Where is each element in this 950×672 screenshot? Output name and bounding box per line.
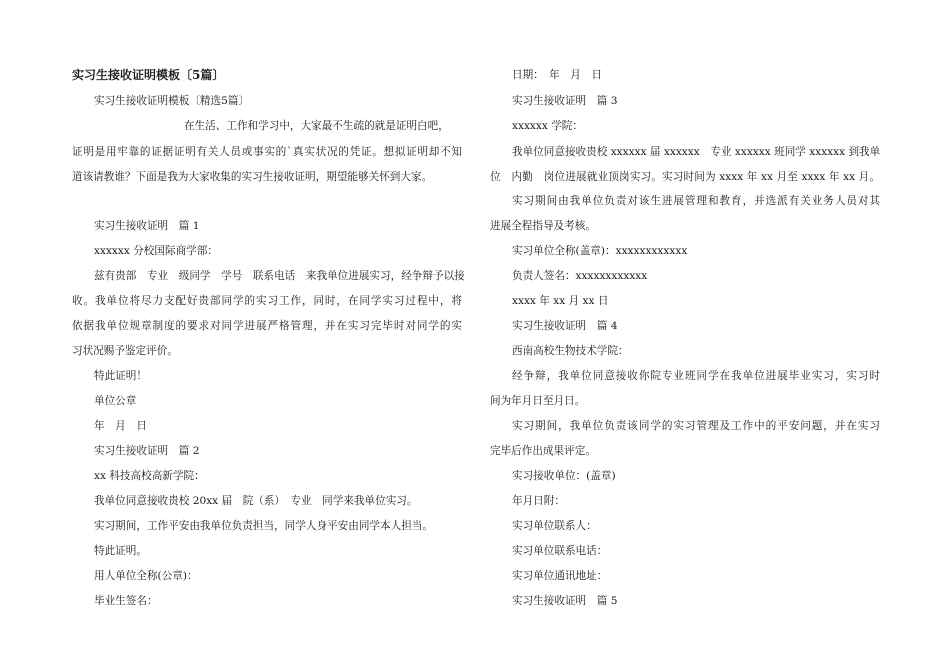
date-line: 年月日附： xyxy=(512,495,565,507)
body-line: 习状况赐予鉴定评价。 xyxy=(72,345,178,357)
document-title: 实习生接收证明模板〔5篇〕 xyxy=(72,68,225,82)
fullname-label: 实习单位全称(盖章)：xxxxxxxxxxxx xyxy=(512,245,688,257)
body-line: 实习期间，我单位负责该同学的实习管理及工作中的平安问题，并在实习 xyxy=(512,420,880,432)
date-line: 年 月 日 xyxy=(94,420,147,432)
body-line: 进展全程指导及考核。 xyxy=(490,220,596,232)
signature-label: 毕业生签名： xyxy=(94,595,158,607)
intro-line: 在生活、工作和学习中，大家最不生疏的就是证明白吧， xyxy=(184,120,449,132)
section-heading-3: 实习生接收证明 篇 3 xyxy=(512,95,618,107)
body-line: 我单位同意接收贵校 20xx 届 院（系） 专业 同学来我单位实习。 xyxy=(94,495,418,507)
contact-label: 实习单位联系人： xyxy=(512,520,597,532)
closing-text: 特此证明。 xyxy=(94,545,147,557)
body-line: 依据我单位规章制度的要求对同学进展严格管理，并在实习完毕时对同学的实 xyxy=(72,320,462,332)
body-line: 间为年月日至月日。 xyxy=(490,395,586,407)
addressee: xx 科技高校高新学院： xyxy=(94,470,205,482)
body-line: 位 内勤 岗位进展就业顶岗实习。实习时间为 xxxx 年 xx 月至 xxxx 年 xx 月。 xyxy=(490,171,880,183)
addressee: xxxxxx 分校国际商学部： xyxy=(94,245,218,257)
intro-line: 证明是用牢靠的证据证明有关人员或事实的`真实状况的凭证。想拟证明却不知 xyxy=(72,146,462,158)
section-heading-2: 实习生接收证明 篇 2 xyxy=(94,445,200,457)
unit-label: 实习接收单位：(盖章) xyxy=(512,470,616,482)
address-label: 实习单位通讯地址： xyxy=(512,570,608,582)
body-line: 实习期间由我单位负责对该生进展管理和教育，并选派有关业务人员对其 xyxy=(512,195,880,207)
intro-line: 道该请教谁？下面是我为大家收集的实习生接收证明，期望能够关怀到大家。 xyxy=(72,171,433,183)
seal-label: 单位公章 xyxy=(94,395,137,407)
addressee: xxxxxx 学院： xyxy=(512,120,583,132)
body-line: 收。我单位将尽力支配好贵部同学的实习工作，同时，在同学实习过程中，将 xyxy=(72,295,462,307)
section-heading-4: 实习生接收证明 篇 4 xyxy=(512,320,618,332)
body-line: 完毕后作出成果评定。 xyxy=(490,445,596,457)
date-line: 日期： 年 月 日 xyxy=(512,69,603,81)
employer-label: 用人单位全称(公章)： xyxy=(94,570,198,582)
document-subtitle: 实习生接收证明模板〔精选5篇〕 xyxy=(94,95,250,107)
closing-text: 特此证明！ xyxy=(94,370,147,382)
section-heading-5: 实习生接收证明 篇 5 xyxy=(512,595,618,607)
section-heading-1: 实习生接收证明 篇 1 xyxy=(94,220,200,232)
body-line: 经争辩，我单位同意接收你院专业班同学在我单位进展毕业实习，实习时 xyxy=(512,370,880,382)
principal-label: 负责人签名：xxxxxxxxxxxx xyxy=(512,270,648,282)
date-line: xxxx 年 xx 月 xx 日 xyxy=(512,295,609,307)
body-line: 兹有贵部 专业 级同学 学号 联系电话 来我单位进展实习，经争辩予以接 xyxy=(94,270,465,282)
phone-label: 实习单位联系电话： xyxy=(512,545,608,557)
body-line: 实习期间，工作平安由我单位负责担当，同学人身平安由同学本人担当。 xyxy=(94,520,433,532)
body-line: 我单位同意接收贵校 xxxxxx 届 xxxxxx 专业 xxxxxx 班同学 xxxxxx 到我单 xyxy=(512,146,881,158)
addressee: 西南高校生物技术学院： xyxy=(512,345,629,357)
